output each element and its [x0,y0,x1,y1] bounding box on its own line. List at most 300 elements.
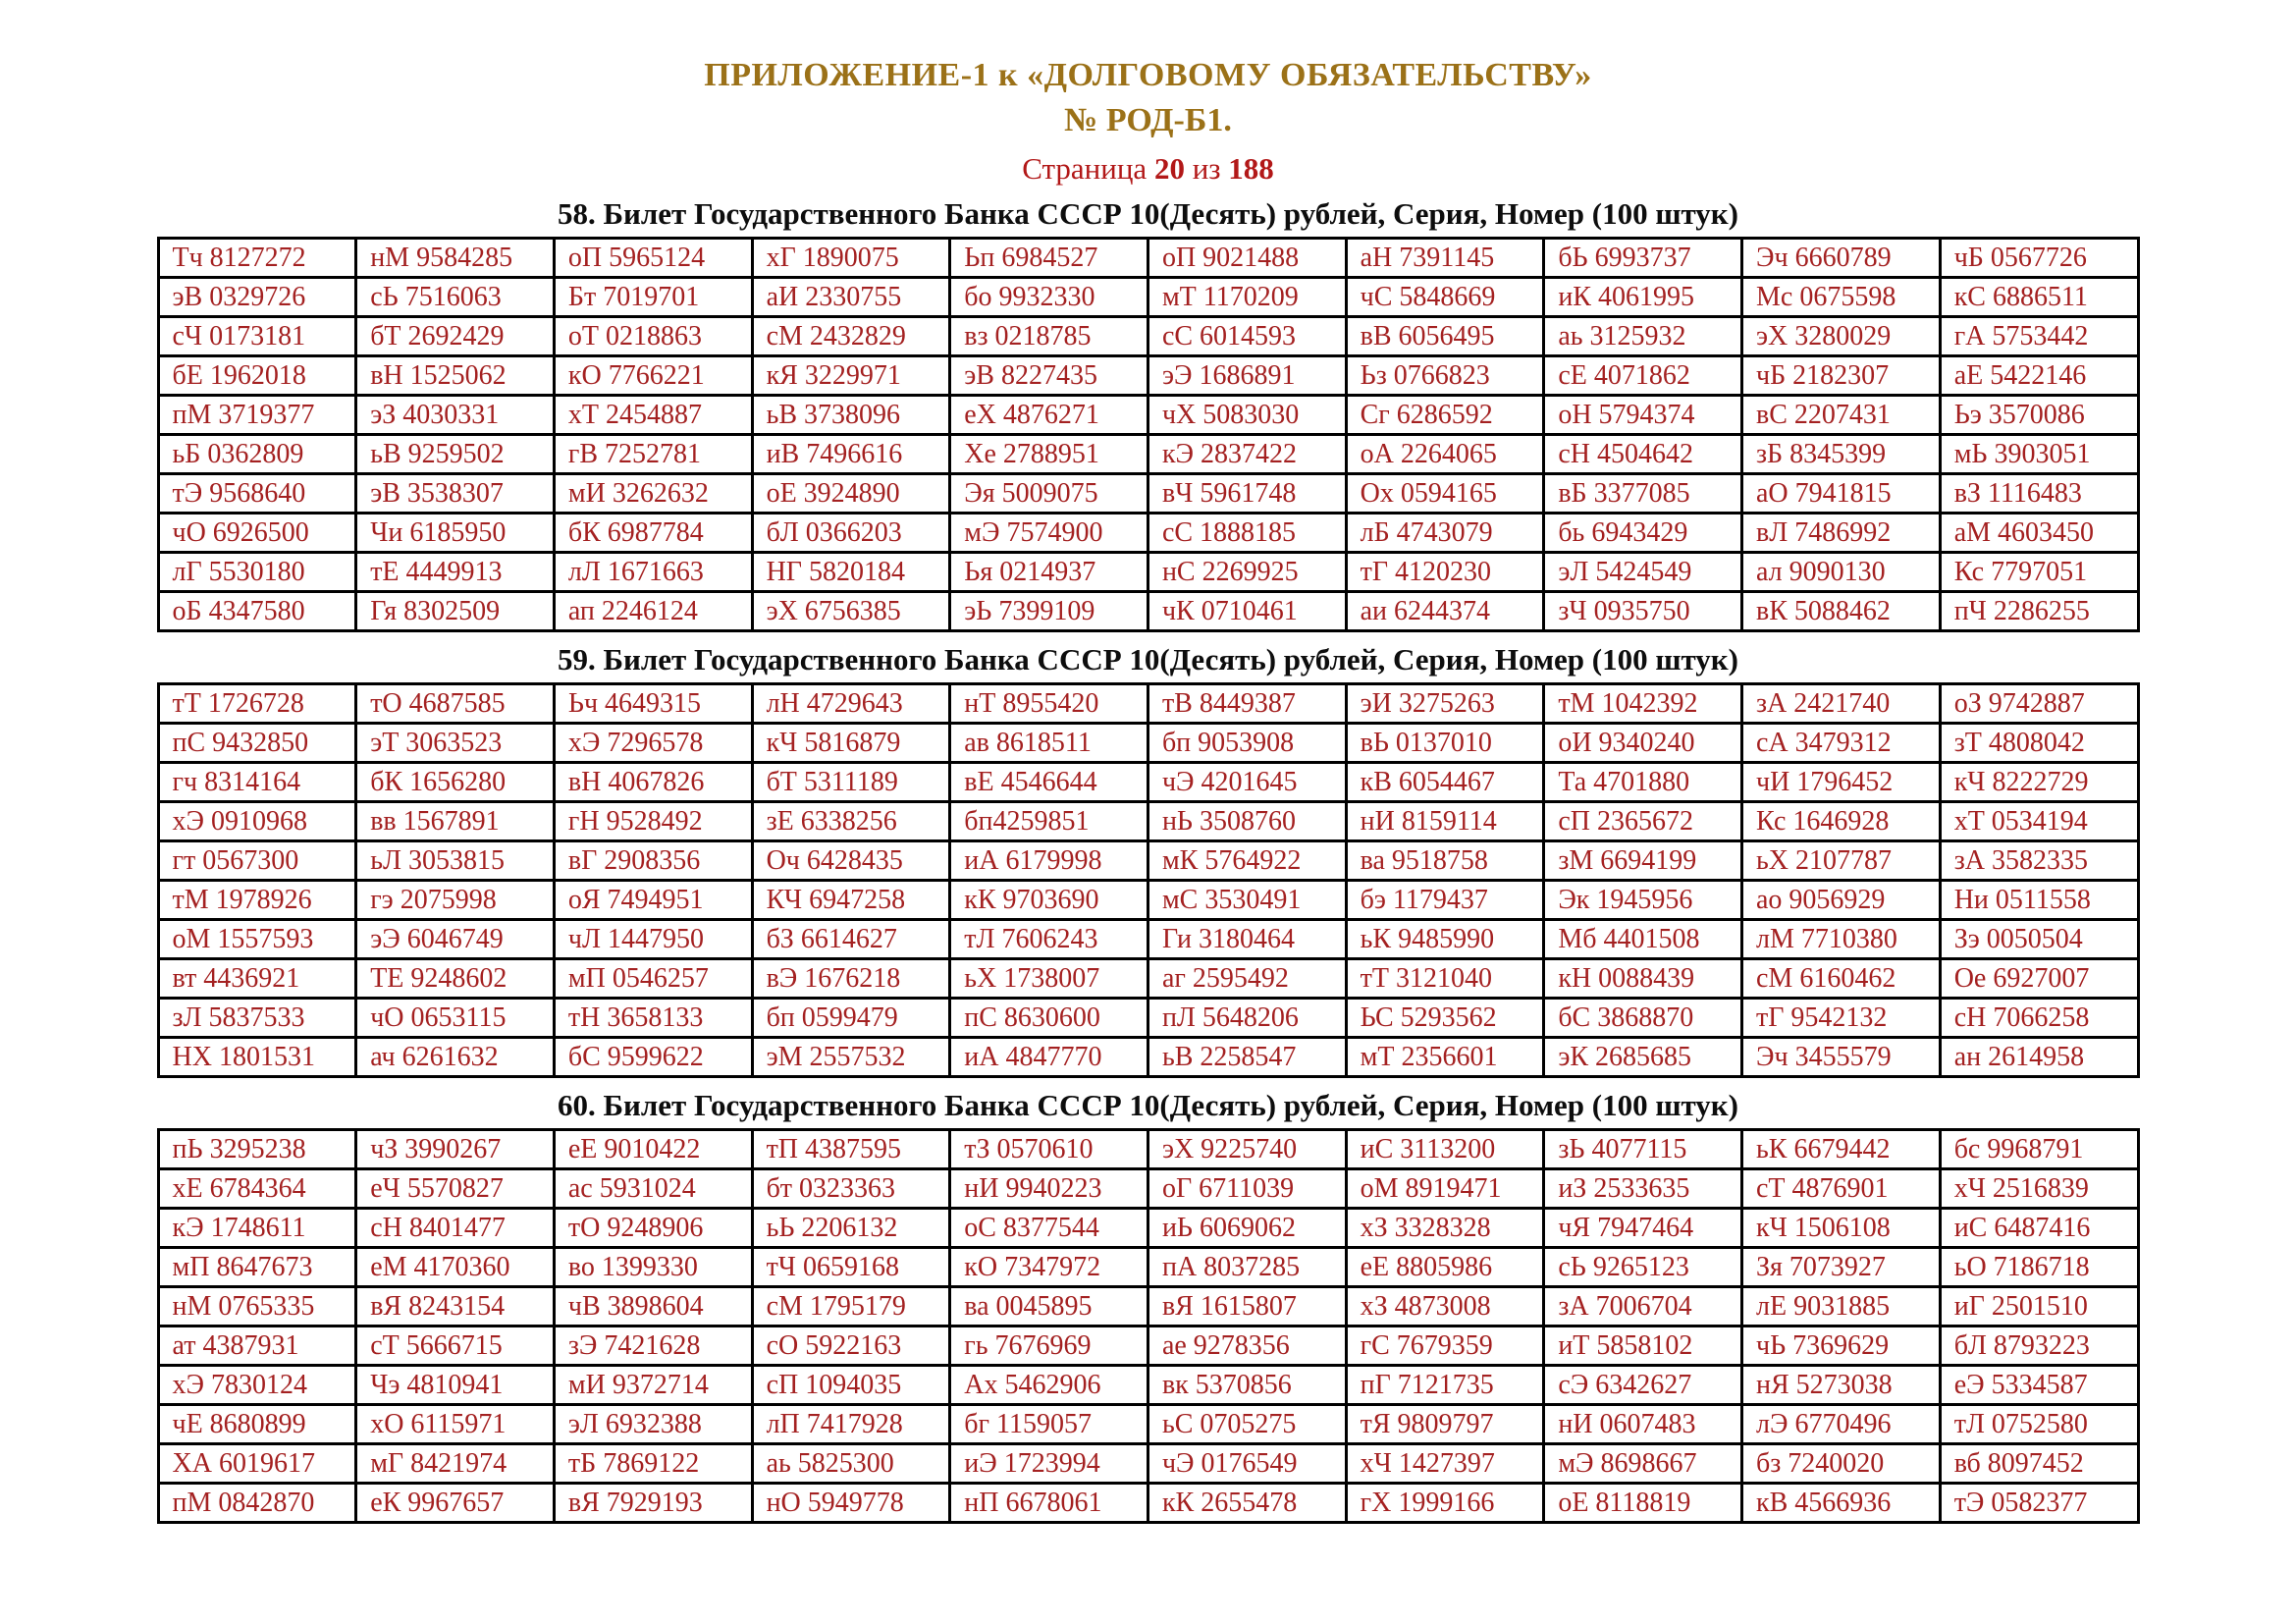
appendix-title: ПРИЛОЖЕНИЕ-1 к «ДОЛГОВОМУ ОБЯЗАТЕЛЬСТВУ» [704,57,1592,93]
serial-cell: бп 9053908 [1148,724,1346,763]
table-row [158,396,2138,435]
table-row [158,920,2138,959]
serial-cell: ат 4387931 [158,1326,356,1366]
serial-cell: иВ 7496616 [752,435,950,474]
serial-cell: Ое 6927007 [1940,959,2138,999]
serial-cell: еХ 4876271 [950,396,1148,435]
serial-cell: бС 3868870 [1544,999,1742,1038]
serial-cell: бЗ 6614627 [752,920,950,959]
table-row [158,1038,2138,1077]
serial-cell: сС 1888185 [1148,514,1346,553]
serial-cell: ьО 7186718 [1940,1248,2138,1287]
serial-cell: пЛ 5648206 [1148,999,1346,1038]
serial-cell: вт 4436921 [158,959,356,999]
serial-cell: ьХ 2107787 [1742,841,1941,881]
serial-cell: хЕ 6784364 [158,1169,356,1209]
serial-cell: Эк 1945956 [1544,881,1742,920]
serial-cell: эЗ 4030331 [356,396,555,435]
serial-cell: ьБ 0362809 [158,435,356,474]
serial-cell: кВ 6054467 [1346,763,1544,802]
serial-cell: мЬ 3903051 [1940,435,2138,474]
serial-cell: бТ 5311189 [752,763,950,802]
serial-cell: ьС 0705275 [1148,1405,1346,1444]
serial-cell: оП 9021488 [1148,239,1346,278]
serial-cell: сМ 1795179 [752,1287,950,1326]
serial-cell: сЧ 0173181 [158,317,356,356]
serial-cell: тО 9248906 [554,1209,752,1248]
serial-cell: сС 6014593 [1148,317,1346,356]
serial-cell: ао 9056929 [1742,881,1941,920]
serial-cell: мЭ 8698667 [1544,1444,1742,1484]
serial-cell: кО 7766221 [554,356,752,396]
serial-cell: нИ 9940223 [950,1169,1148,1209]
serial-cell: ва 9518758 [1346,841,1544,881]
serial-cell: иЗ 2533635 [1544,1169,1742,1209]
serial-cell: лМ 7710380 [1742,920,1941,959]
table-row [158,881,2138,920]
serial-cell: Кс 1646928 [1742,802,1941,841]
table-row [158,1248,2138,1287]
serial-cell: мК 5764922 [1148,841,1346,881]
table-row [158,763,2138,802]
serial-cell: тТ 1726728 [158,684,356,724]
serial-cell: бп4259851 [950,802,1148,841]
serial-cell: гХ 1999166 [1346,1484,1544,1523]
serial-cell: ач 6261632 [356,1038,555,1077]
page-indicator [0,151,2296,187]
serial-cell: бс 9968791 [1940,1130,2138,1169]
table-row [158,1287,2138,1326]
serial-cell: чЭ 0176549 [1148,1444,1346,1484]
serial-cell: чЛ 1447950 [554,920,752,959]
serial-cell: хТ 2454887 [554,396,752,435]
serial-cell: зЭ 7421628 [554,1326,752,1366]
table-row [158,841,2138,881]
serial-cell: зА 2421740 [1742,684,1941,724]
serial-cell: мТ 1170209 [1148,278,1346,317]
serial-cell: нИ 0607483 [1544,1405,1742,1444]
table-row [158,959,2138,999]
serial-cell: чБ 2182307 [1742,356,1941,396]
table-row [158,474,2138,514]
serial-cell: хЭ 7296578 [554,724,752,763]
serial-cell: пС 9432850 [158,724,356,763]
serial-cell: нП 6678061 [950,1484,1148,1523]
serial-cell: Ни 0511558 [1940,881,2138,920]
serial-cell: эХ 3280029 [1742,317,1941,356]
serial-cell: Хе 2788951 [950,435,1148,474]
serial-cell: тЭ 9568640 [158,474,356,514]
serial-cell: бС 9599622 [554,1038,752,1077]
serial-cell: мС 3530491 [1148,881,1346,920]
serial-cell: оЗ 9742887 [1940,684,2138,724]
serial-cell: еЕ 8805986 [1346,1248,1544,1287]
serial-cell: бЛ 8793223 [1940,1326,2138,1366]
page-total: 188 [1228,151,1274,186]
serial-cell: Ьч 4649315 [554,684,752,724]
serial-cell: оТ 0218863 [554,317,752,356]
serial-cell: кЧ 8222729 [1940,763,2138,802]
serial-cell: тЭ 0582377 [1940,1484,2138,1523]
table-row [158,278,2138,317]
serial-cell: ХА 6019617 [158,1444,356,1484]
table-row [158,1484,2138,1523]
table-row [158,1405,2138,1444]
serial-cell: кН 0088439 [1544,959,1742,999]
serial-cell: оГ 6711039 [1148,1169,1346,1209]
serial-cell: чЭ 4201645 [1148,763,1346,802]
serial-cell: оМ 8919471 [1346,1169,1544,1209]
serial-cell: сЬ 7516063 [356,278,555,317]
serial-cell: чВ 3898604 [554,1287,752,1326]
serial-cell: Ах 5462906 [950,1366,1148,1405]
serial-cell: эЬ 7399109 [950,592,1148,631]
serial-cell: Ьэ 3570086 [1940,396,2138,435]
serial-cell: ьВ 9259502 [356,435,555,474]
serial-cell: еМ 4170360 [356,1248,555,1287]
serial-cell: хТ 0534194 [1940,802,2138,841]
serial-cell: гН 9528492 [554,802,752,841]
serial-cell: ас 5931024 [554,1169,752,1209]
serial-cell: бК 1656280 [356,763,555,802]
serial-cell: бЬ 6993737 [1544,239,1742,278]
serial-cell: оС 8377544 [950,1209,1148,1248]
serial-cell: тГ 9542132 [1742,999,1941,1038]
serial-cell: тЛ 7606243 [950,920,1148,959]
serial-cell: сП 1094035 [752,1366,950,1405]
document-number: № РОД-Б1. [1064,102,1232,138]
serial-cell: вб 8097452 [1940,1444,2138,1484]
serial-cell: бо 9932330 [950,278,1148,317]
serial-cell: эИ 3275263 [1346,684,1544,724]
serial-cell: иА 4847770 [950,1038,1148,1077]
serial-cell: чС 5848669 [1346,278,1544,317]
serial-cell: кК 2655478 [1148,1484,1346,1523]
serial-cell: Кс 7797051 [1940,553,2138,592]
serial-cell: нС 2269925 [1148,553,1346,592]
serial-cell: чЬ 7369629 [1742,1326,1941,1366]
table-row [158,724,2138,763]
section-title-58: 58. Билет Государственного Банка СССР 10(Десять) рублей, Серия, Номер (100 штук) [557,196,1738,231]
serial-cell: эХ 6756385 [752,592,950,631]
serial-cell: бз 7240020 [1742,1444,1941,1484]
serial-cell: нИ 8159114 [1346,802,1544,841]
serial-cell: Эч 6660789 [1742,239,1941,278]
serial-cell: хЗ 4873008 [1346,1287,1544,1326]
table-row [158,356,2138,396]
serial-cell: зЬ 4077115 [1544,1130,1742,1169]
serial-cell: Зя 7073927 [1742,1248,1941,1287]
serial-cell: эТ 3063523 [356,724,555,763]
serial-cell: кК 9703690 [950,881,1148,920]
table-row [158,514,2138,553]
serial-cell: Бт 7019701 [554,278,752,317]
serial-cell: НХ 1801531 [158,1038,356,1077]
serial-cell: мП 8647673 [158,1248,356,1287]
serial-cell: тМ 1042392 [1544,684,1742,724]
serial-cell: сТ 5666715 [356,1326,555,1366]
serial-cell: бп 0599479 [752,999,950,1038]
serial-cell: нТ 8955420 [950,684,1148,724]
serial-cell: еЭ 5334587 [1940,1366,2138,1405]
serial-cell: мТ 2356601 [1346,1038,1544,1077]
serial-cell: кС 6886511 [1940,278,2138,317]
serial-cell: кВ 4566936 [1742,1484,1941,1523]
serial-cell: зЛ 5837533 [158,999,356,1038]
table-row [158,1209,2138,1248]
serial-cell: вГ 2908356 [554,841,752,881]
serial-cell: Та 4701880 [1544,763,1742,802]
serial-cell: иА 6179998 [950,841,1148,881]
serial-cell: вН 4067826 [554,763,752,802]
serial-cell: тЕ 4449913 [356,553,555,592]
serial-cell: лЭ 6770496 [1742,1405,1941,1444]
serial-cell: ае 9278356 [1148,1326,1346,1366]
serial-cell: аг 2595492 [1148,959,1346,999]
serial-cell: нМ 9584285 [356,239,555,278]
serial-cell: аН 7391145 [1346,239,1544,278]
serial-cell: ан 2614958 [1940,1038,2138,1077]
serial-cell: вЕ 4546644 [950,763,1148,802]
serial-cell: Чэ 4810941 [356,1366,555,1405]
serial-cell: ьК 9485990 [1346,920,1544,959]
serial-cell: Гя 8302509 [356,592,555,631]
serial-cell: вЭ 1676218 [752,959,950,999]
serial-cell: ап 2246124 [554,592,752,631]
serial-cell: иС 3113200 [1346,1130,1544,1169]
serial-cell: оЕ 3924890 [752,474,950,514]
serial-cell: эЭ 6046749 [356,920,555,959]
serial-cell: эВ 0329726 [158,278,356,317]
serial-cell: кЭ 2837422 [1148,435,1346,474]
serial-cell: аь 5825300 [752,1444,950,1484]
serial-cell: тВ 8449387 [1148,684,1346,724]
serial-cell: гь 7676969 [950,1326,1148,1366]
serial-cell: бЛ 0366203 [752,514,950,553]
serial-cell: аь 3125932 [1544,317,1742,356]
table-row [158,1130,2138,1169]
serial-cell: кО 7347972 [950,1248,1148,1287]
serial-cell: хЭ 7830124 [158,1366,356,1405]
serial-cell: тГ 4120230 [1346,553,1544,592]
serial-cell: сП 2365672 [1544,802,1742,841]
serial-cell: тЛ 0752580 [1940,1405,2138,1444]
serial-cell: бК 6987784 [554,514,752,553]
serial-cell: ТЕ 9248602 [356,959,555,999]
serial-cell: Мс 0675598 [1742,278,1941,317]
serial-cell: Оч 6428435 [752,841,950,881]
serial-cell: зА 7006704 [1544,1287,1742,1326]
serial-cell: вВ 6056495 [1346,317,1544,356]
serial-cell: оП 5965124 [554,239,752,278]
serial-cell: мИ 3262632 [554,474,752,514]
serial-cell: хЧ 2516839 [1940,1169,2138,1209]
serial-table-59 [157,682,2140,1078]
serial-cell: нО 5949778 [752,1484,950,1523]
serial-cell: вз 0218785 [950,317,1148,356]
serial-cell: ал 9090130 [1742,553,1941,592]
serial-cell: ьВ 2258547 [1148,1038,1346,1077]
serial-cell: хГ 1890075 [752,239,950,278]
serial-cell: иГ 2501510 [1940,1287,2138,1326]
serial-cell: тТ 3121040 [1346,959,1544,999]
serial-cell: чО 6926500 [158,514,356,553]
serial-cell: нМ 0765335 [158,1287,356,1326]
page-of-label: из [1192,151,1221,186]
table-row [158,999,2138,1038]
serial-cell: чЗ 3990267 [356,1130,555,1169]
serial-cell: гС 7679359 [1346,1326,1544,1366]
serial-cell: чИ 1796452 [1742,763,1941,802]
serial-cell: оЕ 8118819 [1544,1484,1742,1523]
serial-cell: пМ 0842870 [158,1484,356,1523]
serial-cell: сЭ 6342627 [1544,1366,1742,1405]
serial-cell: кЯ 3229971 [752,356,950,396]
serial-table-58 [157,237,2140,632]
serial-cell: эМ 2557532 [752,1038,950,1077]
serial-cell: аи 6244374 [1346,592,1544,631]
serial-cell: ьВ 3738096 [752,396,950,435]
serial-cell: зТ 4808042 [1940,724,2138,763]
serial-cell: пГ 7121735 [1346,1366,1544,1405]
serial-cell: сН 7066258 [1940,999,2138,1038]
serial-cell: оА 2264065 [1346,435,1544,474]
serial-cell: вЗ 1116483 [1940,474,2138,514]
serial-cell: бь 6943429 [1544,514,1742,553]
serial-cell: вЯ 7929193 [554,1484,752,1523]
serial-cell: вк 5370856 [1148,1366,1346,1405]
serial-cell: ьЛ 3053815 [356,841,555,881]
serial-cell: Тч 8127272 [158,239,356,278]
serial-cell: Ги 3180464 [1148,920,1346,959]
serial-cell: лЕ 9031885 [1742,1287,1941,1326]
serial-cell: гт 0567300 [158,841,356,881]
serial-cell: чЯ 7947464 [1544,1209,1742,1248]
serial-cell: во 1399330 [554,1248,752,1287]
serial-cell: аИ 2330755 [752,278,950,317]
serial-cell: лГ 5530180 [158,553,356,592]
serial-cell: Эя 5009075 [950,474,1148,514]
serial-cell: гВ 7252781 [554,435,752,474]
serial-cell: хО 6115971 [356,1405,555,1444]
serial-cell: нЬ 3508760 [1148,802,1346,841]
page-current: 20 [1153,151,1185,186]
serial-cell: зБ 8345399 [1742,435,1941,474]
serial-cell: зА 3582335 [1940,841,2138,881]
serial-cell: Ох 0594165 [1346,474,1544,514]
serial-cell: Ья 0214937 [950,553,1148,592]
serial-cell: Эч 3455579 [1742,1038,1941,1077]
serial-cell: гэ 2075998 [356,881,555,920]
serial-cell: оМ 1557593 [158,920,356,959]
table-row [158,1444,2138,1484]
table-row [158,802,2138,841]
serial-cell: вЧ 5961748 [1148,474,1346,514]
serial-cell: эЭ 1686891 [1148,356,1346,396]
serial-cell: лН 4729643 [752,684,950,724]
serial-cell: вС 2207431 [1742,396,1941,435]
serial-cell: ва 0045895 [950,1287,1148,1326]
serial-cell: тМ 1978926 [158,881,356,920]
serial-cell: гч 8314164 [158,763,356,802]
serial-cell: чО 0653115 [356,999,555,1038]
serial-cell: пЬ 3295238 [158,1130,356,1169]
serial-cell: мГ 8421974 [356,1444,555,1484]
document-header [0,0,2296,187]
serial-cell: лБ 4743079 [1346,514,1544,553]
serial-cell: аЕ 5422146 [1940,356,2138,396]
serial-cell: сЬ 9265123 [1544,1248,1742,1287]
page-label: Страница [1022,151,1148,186]
serial-cell: лЛ 1671663 [554,553,752,592]
serial-table-60 [157,1128,2140,1524]
serial-cell: вЬ 0137010 [1346,724,1544,763]
serial-cell: иС 6487416 [1940,1209,2138,1248]
serial-cell: бэ 1179437 [1346,881,1544,920]
serial-cell: иТ 5858102 [1544,1326,1742,1366]
serial-cell: Зэ 0050504 [1940,920,2138,959]
serial-cell: тН 3658133 [554,999,752,1038]
serial-cell: ЬС 5293562 [1346,999,1544,1038]
serial-cell: эЛ 6932388 [554,1405,752,1444]
serial-cell: чХ 5083030 [1148,396,1346,435]
serial-cell: НГ 5820184 [752,553,950,592]
serial-cell: сН 8401477 [356,1209,555,1248]
section-title-60: 60. Билет Государственного Банка СССР 10(Десять) рублей, Серия, Номер (100 штук) [557,1088,1738,1122]
serial-cell: бт 0323363 [752,1169,950,1209]
table-row [158,1326,2138,1366]
serial-cell: оЯ 7494951 [554,881,752,920]
table-row [158,239,2138,278]
serial-cell: эВ 3538307 [356,474,555,514]
serial-cell: эК 2685685 [1544,1038,1742,1077]
serial-cell: Чи 6185950 [356,514,555,553]
serial-cell: ьЬ 2206132 [752,1209,950,1248]
serial-cell: сМ 6160462 [1742,959,1941,999]
serial-cell: вК 5088462 [1742,592,1941,631]
serial-cell: пМ 3719377 [158,396,356,435]
serial-cell: вв 1567891 [356,802,555,841]
serial-cell: вЯ 8243154 [356,1287,555,1326]
serial-cell: кЧ 1506108 [1742,1209,1941,1248]
table-row [158,435,2138,474]
serial-cell: зМ 6694199 [1544,841,1742,881]
serial-cell: хЧ 1427397 [1346,1444,1544,1484]
serial-cell: зЕ 6338256 [752,802,950,841]
serial-cell: сТ 4876901 [1742,1169,1941,1209]
serial-cell: эЛ 5424549 [1544,553,1742,592]
serial-cell: Ьп 6984527 [950,239,1148,278]
serial-cell: еК 9967657 [356,1484,555,1523]
serial-cell: эВ 8227435 [950,356,1148,396]
serial-cell: Мб 4401508 [1544,920,1742,959]
serial-cell: вН 1525062 [356,356,555,396]
serial-cell: лП 7417928 [752,1405,950,1444]
table-row [158,1366,2138,1405]
serial-cell: оИ 9340240 [1544,724,1742,763]
table-row [158,1169,2138,1209]
serial-cell: ьХ 1738007 [950,959,1148,999]
serial-cell: тО 4687585 [356,684,555,724]
serial-cell: ав 8618511 [950,724,1148,763]
serial-cell: оБ 4347580 [158,592,356,631]
serial-cell: иЭ 1723994 [950,1444,1148,1484]
serial-cell: оН 5794374 [1544,396,1742,435]
serial-cell: хЗ 3328328 [1346,1209,1544,1248]
section-title-59: 59. Билет Государственного Банка СССР 10(Десять) рублей, Серия, Номер (100 штук) [557,642,1738,677]
serial-cell: сН 4504642 [1544,435,1742,474]
serial-cell: пЧ 2286255 [1940,592,2138,631]
